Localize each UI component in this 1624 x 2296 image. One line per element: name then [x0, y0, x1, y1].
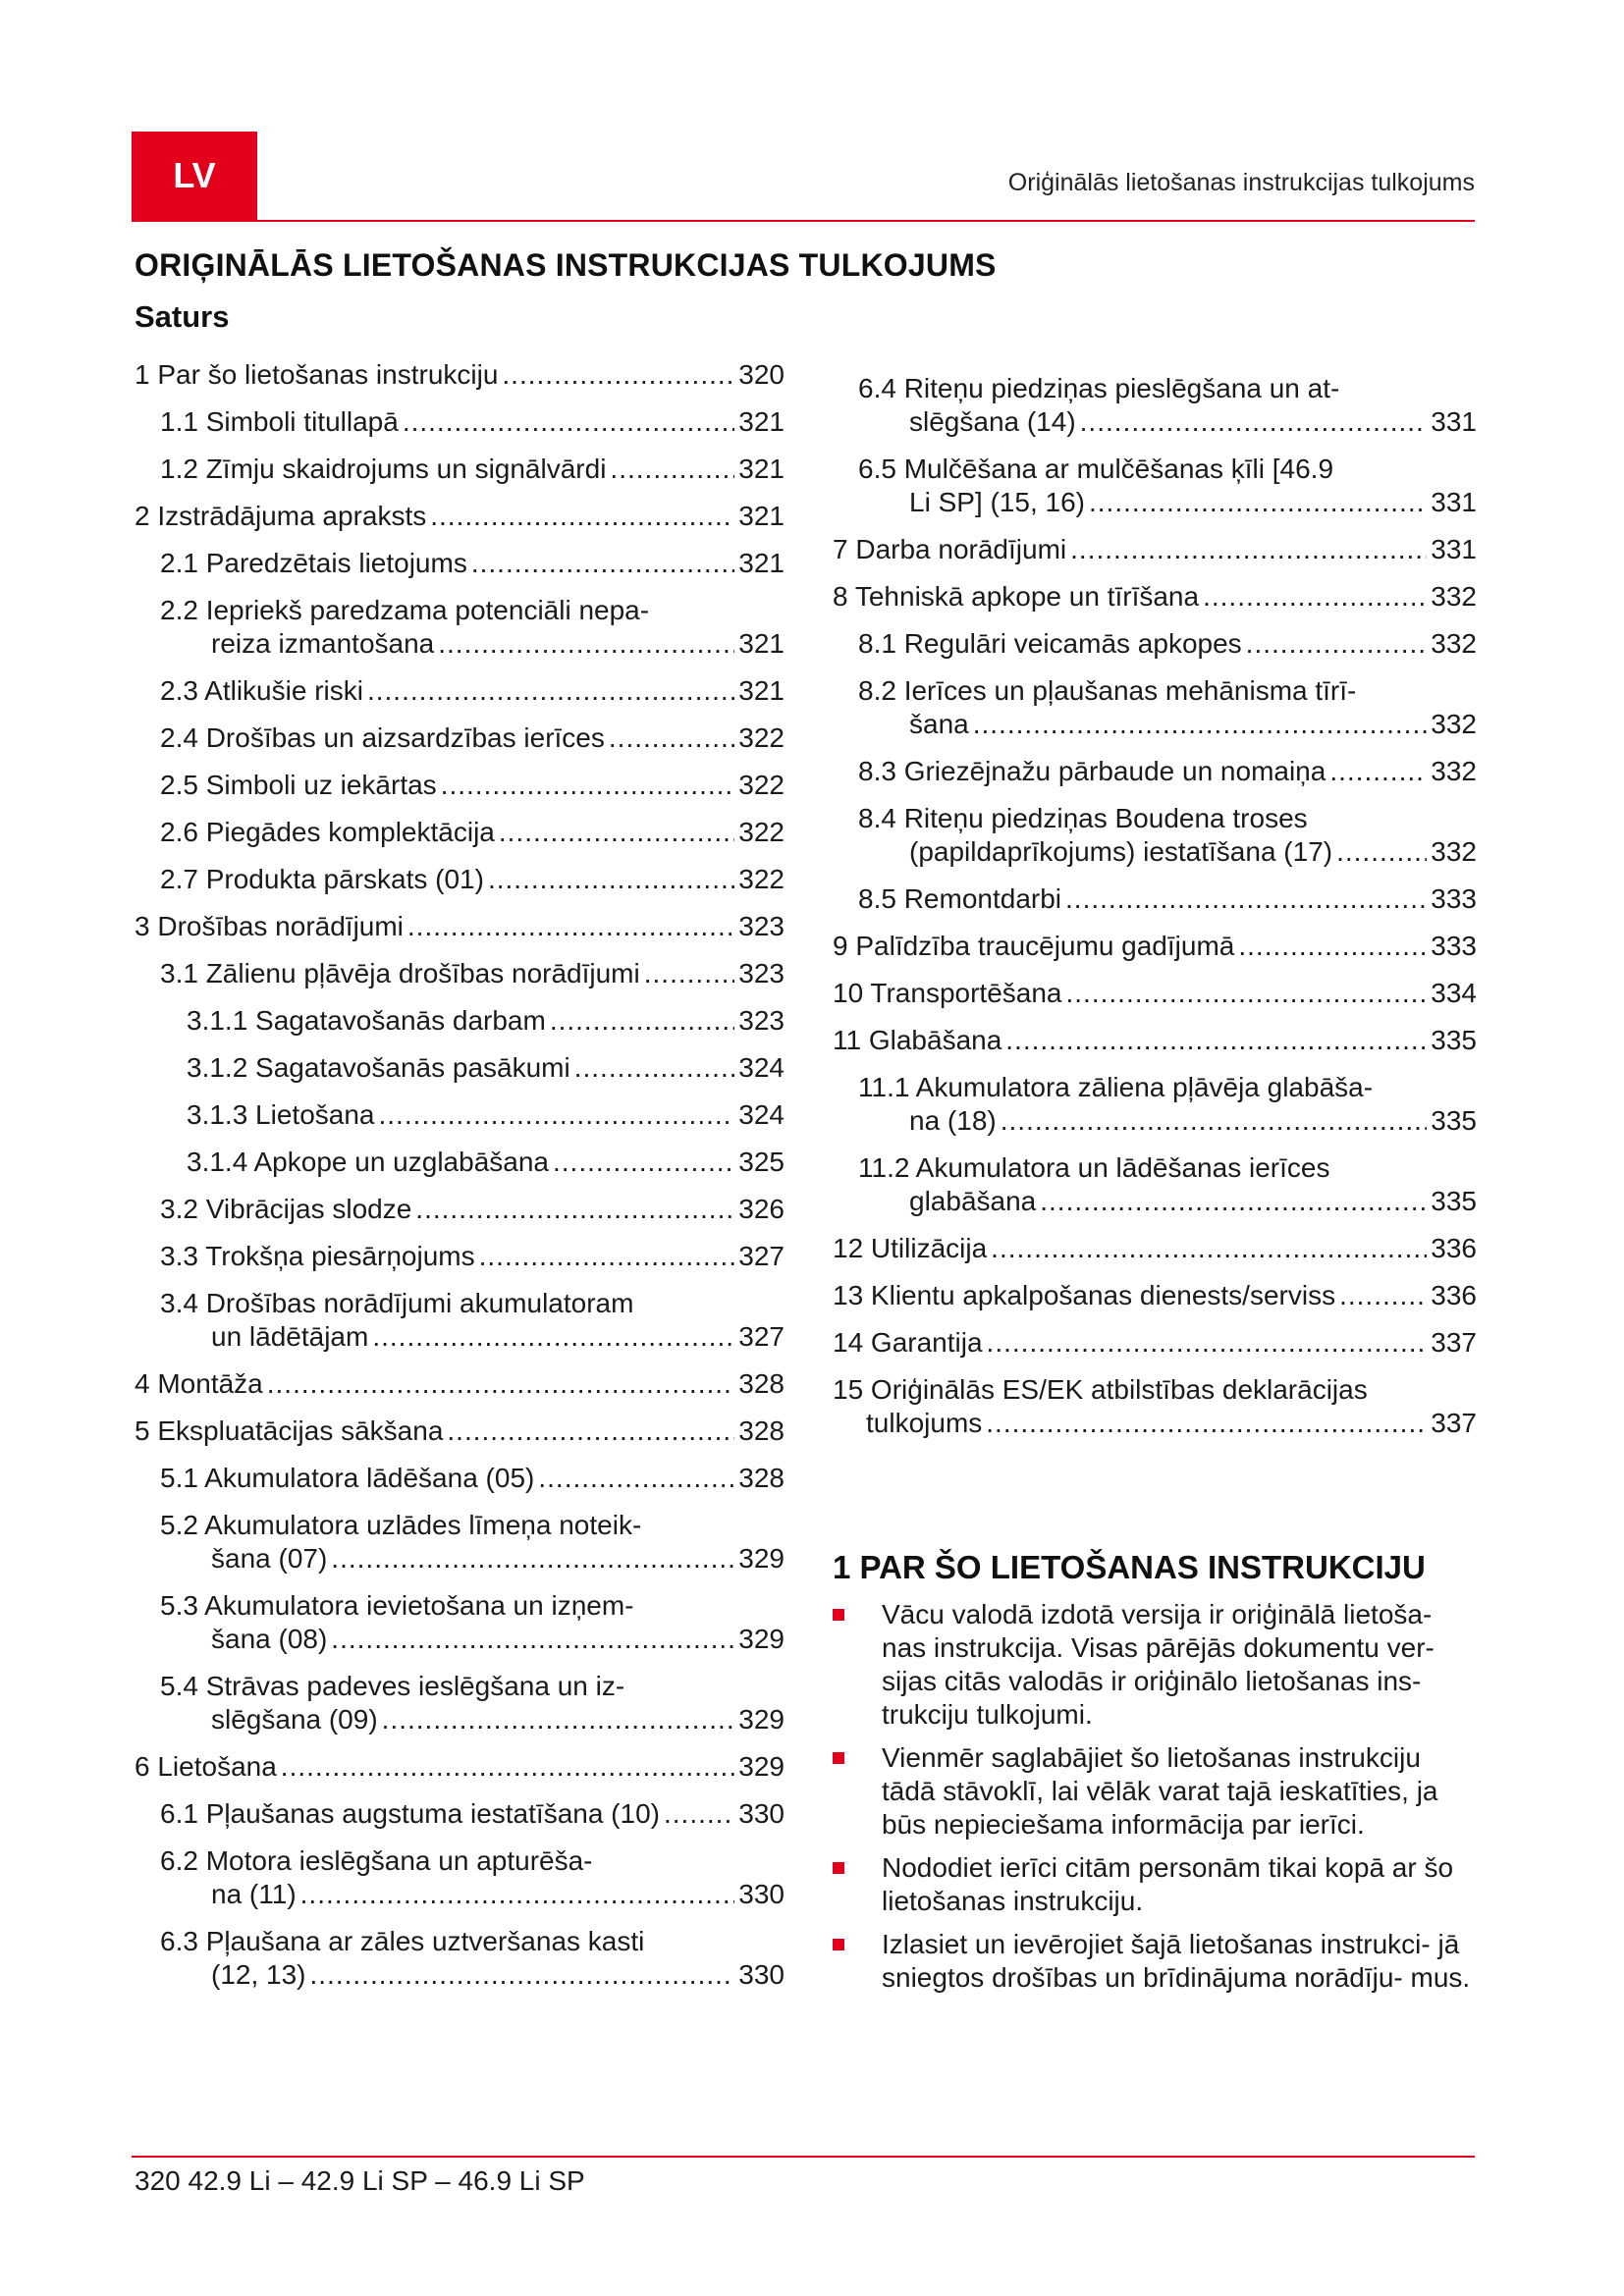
toc-entry-title: 8.2 Ierīces un pļaušanas mehānisma tīrī- — [858, 675, 1357, 706]
toc-entry[interactable] — [135, 1146, 785, 1179]
toc-entry[interactable] — [135, 500, 785, 533]
toc-page-number: 332 — [1431, 756, 1477, 786]
toc-entry[interactable] — [833, 882, 1477, 916]
red-square-bullet-icon — [833, 1752, 844, 1764]
toc-leader-dots — [987, 1326, 1428, 1360]
toc-entry-title-continued: tulkojums — [866, 1408, 983, 1438]
red-square-bullet-icon — [833, 1609, 844, 1621]
toc-entry-title: 8.3 Griezējnažu pārbaude un nomaiņa — [858, 756, 1326, 786]
toc-entry[interactable] — [833, 372, 1477, 439]
toc-entry-title-continued: glabāšana — [909, 1186, 1037, 1216]
toc-entry[interactable] — [135, 594, 785, 661]
toc-page-number: 330 — [738, 1879, 785, 1909]
toc-entry-title: 2.7 Produkta pārskats (01) — [160, 864, 484, 894]
toc-leader-dots — [986, 1407, 1427, 1440]
toc-entry-title-continued: un lādētājam — [211, 1321, 369, 1352]
toc-page-number: 323 — [738, 958, 785, 988]
toc-entry-title: 2.2 Iepriekš paredzama potenciāli nepa- — [160, 595, 650, 625]
toc-entry[interactable] — [833, 930, 1477, 963]
document-title: ORIĢINĀLĀS LIETOŠANAS INSTRUKCIJAS TULKOJUMS — [135, 247, 997, 283]
toc-entry-title-continued: šana — [909, 709, 969, 739]
toc-entry[interactable] — [135, 1193, 785, 1226]
toc-page-number: 335 — [1431, 1025, 1477, 1055]
toc-page-number: 337 — [1431, 1327, 1477, 1358]
toc-leader-dots — [610, 453, 734, 486]
toc-entry-title: 6.4 Riteņu piedziņas pieslēgšana un at- — [858, 373, 1340, 403]
toc-page-number: 330 — [738, 1798, 785, 1829]
section-bullet-list — [833, 1598, 1481, 2004]
toc-leader-dots — [415, 1193, 734, 1226]
toc-page-number: 321 — [738, 454, 785, 484]
toc-page-number: 329 — [738, 1543, 785, 1574]
toc-entry-title: 3.4 Drošības norādījumi akumulatoram — [160, 1288, 634, 1318]
toc-page-number: 329 — [738, 1704, 785, 1735]
toc-entry[interactable] — [135, 358, 785, 392]
toc-page-number: 326 — [738, 1194, 785, 1224]
toc-page-number: 321 — [738, 501, 785, 531]
toc-leader-dots — [1089, 486, 1427, 519]
toc-entry[interactable] — [135, 1287, 785, 1354]
toc-entry-title: 3 Drošības norādījumi — [135, 911, 404, 941]
bullet-text: Vienmēr saglabājiet šo lietošanas instrukciju tādā stāvoklī, lai vēlāk varat tajā ieskatīties, ja būs nepieciešama informācija par ierīci. — [882, 1742, 1438, 1840]
toc-page-number: 329 — [738, 1624, 785, 1654]
bullet-text: Nododiet ierīci citām personām tikai kopā ar šo lietošanas instrukciju. — [882, 1852, 1454, 1916]
toc-entry[interactable] — [135, 1367, 785, 1401]
toc-leader-dots — [1246, 627, 1428, 661]
toc-entry-title: 3.1.3 Lietošana — [187, 1099, 375, 1130]
toc-leader-dots — [1238, 930, 1427, 963]
toc-entry[interactable] — [135, 1925, 785, 1992]
toc-entry-title: 6.2 Motora ieslēgšana un apturēša- — [160, 1845, 593, 1876]
toc-entry-title: 8 Tehniskā apkope un tīrīšana — [833, 581, 1200, 612]
toc-page-number: 321 — [738, 548, 785, 578]
toc-entry-title: 5.3 Akumulatora ievietošana un izņem- — [160, 1590, 634, 1621]
toc-leader-dots — [447, 1415, 734, 1448]
toc-page-number: 332 — [1431, 836, 1477, 867]
toc-leader-dots — [1336, 835, 1427, 869]
toc-page-number: 336 — [1431, 1233, 1477, 1263]
toc-page-number: 321 — [738, 406, 785, 437]
toc-entry[interactable] — [135, 453, 785, 486]
toc-leader-dots — [382, 1703, 735, 1736]
bullet-item — [833, 1741, 1481, 1842]
toc-entry[interactable] — [135, 1004, 785, 1038]
toc-leader-dots — [438, 627, 734, 661]
red-square-bullet-icon — [833, 1862, 844, 1874]
toc-leader-dots — [991, 1232, 1427, 1265]
toc-entry-title: 9 Palīdzība traucējumu gadījumā — [833, 931, 1235, 961]
toc-entry-title: 3.1.2 Sagatavošanās pasākumi — [187, 1052, 570, 1083]
toc-entry-title: 11.2 Akumulatora un lādēšanas ierīces — [858, 1152, 1330, 1183]
toc-page-number: 331 — [1431, 534, 1477, 564]
toc-entry[interactable] — [833, 1071, 1477, 1138]
toc-leader-dots — [1203, 580, 1427, 614]
toc-entry-title: 2.5 Simboli uz iekārtas — [160, 770, 437, 800]
bullet-item — [833, 1928, 1481, 1995]
toc-entry[interactable] — [135, 769, 785, 802]
toc-entry-title: 1.2 Zīmju skaidrojums un signālvārdi — [160, 454, 607, 484]
toc-page-number: 322 — [738, 722, 785, 753]
toc-entry-title-continued: na (11) — [211, 1879, 297, 1909]
toc-entry[interactable] — [135, 674, 785, 708]
toc-entry[interactable] — [135, 816, 785, 849]
toc-page-number: 329 — [738, 1751, 785, 1782]
toc-entry[interactable] — [833, 1232, 1477, 1265]
toc-entry[interactable] — [135, 721, 785, 755]
toc-entry-title-continued: šana (08) — [211, 1624, 328, 1654]
toc-leader-dots — [488, 863, 734, 896]
toc-page-number: 335 — [1431, 1186, 1477, 1216]
toc-leader-dots — [430, 500, 734, 533]
toc-page-number: 320 — [738, 359, 785, 390]
toc-entry[interactable] — [135, 547, 785, 580]
toc-right-column — [833, 358, 1477, 1440]
toc-page-number: 328 — [738, 1415, 785, 1446]
toc-leader-dots — [499, 816, 734, 849]
toc-page-number: 330 — [738, 1959, 785, 1990]
toc-entry[interactable] — [833, 580, 1477, 614]
toc-leader-dots — [550, 1004, 734, 1038]
toc-page-number: 331 — [1431, 487, 1477, 517]
running-header-title: Oriģinālās lietošanas instrukcijas tulkojums — [1007, 169, 1475, 196]
toc-entry-title-continued: slēgšana (09) — [211, 1704, 378, 1735]
toc-entry[interactable] — [135, 1051, 785, 1085]
bullet-item — [833, 1598, 1481, 1732]
toc-entry-title: 3.1.1 Sagatavošanās darbam — [187, 1005, 546, 1036]
toc-leader-dots — [403, 405, 734, 439]
toc-page-number: 337 — [1431, 1408, 1477, 1438]
toc-entry[interactable] — [135, 863, 785, 896]
bullet-item — [833, 1851, 1481, 1918]
toc-entry-title: 6.3 Pļaušana ar zāles uztveršanas kasti — [160, 1926, 645, 1956]
toc-page-number: 332 — [1431, 628, 1477, 659]
toc-entry[interactable] — [135, 1750, 785, 1784]
toc-leader-dots — [1001, 1104, 1428, 1138]
toc-page-number: 333 — [1431, 931, 1477, 961]
toc-entry-title: 8.1 Regulāri veicamās apkopes — [858, 628, 1242, 659]
toc-entry[interactable] — [135, 1589, 785, 1656]
toc-entry-title: 6.1 Pļaušanas augstuma iestatīšana (10) — [160, 1798, 660, 1829]
toc-entry[interactable] — [833, 802, 1477, 869]
toc-entry[interactable] — [135, 1509, 785, 1575]
toc-entry[interactable] — [833, 1151, 1477, 1218]
toc-entry-title: 5.1 Akumulatora lādēšana (05) — [160, 1463, 535, 1493]
toc-entry-title: 6 Lietošana — [135, 1751, 277, 1782]
toc-heading: Saturs — [135, 299, 230, 334]
toc-page-number: 324 — [738, 1052, 785, 1083]
language-badge: LV — [132, 132, 257, 220]
toc-entry[interactable] — [833, 977, 1477, 1010]
toc-entry-title: 11 Glabāšana — [833, 1025, 1002, 1055]
toc-entry-title: 13 Klientu apkalpošanas dienests/serviss — [833, 1280, 1336, 1310]
toc-leader-dots — [1329, 755, 1427, 788]
toc-leader-dots — [1080, 405, 1428, 439]
toc-leader-dots — [1066, 977, 1428, 1010]
toc-leader-dots — [1065, 882, 1427, 916]
toc-page-number: 321 — [738, 628, 785, 659]
toc-entry-title: 5.2 Akumulatora uzlādes līmeņa noteik- — [160, 1510, 642, 1540]
toc-entry-title: 4 Montāža — [135, 1368, 263, 1399]
toc-leader-dots — [471, 547, 734, 580]
toc-leader-dots — [553, 1146, 734, 1179]
toc-entry[interactable] — [833, 1373, 1477, 1440]
toc-entry-title: 3.1 Zālienu pļāvēja drošības norādījumi — [160, 958, 640, 988]
toc-entry[interactable] — [833, 674, 1477, 741]
toc-entry-title: 8.5 Remontdarbi — [858, 883, 1062, 914]
toc-leader-dots — [407, 910, 734, 943]
toc-entry-title: 3.1.4 Apkope un uzglabāšana — [187, 1147, 549, 1177]
footer-divider — [132, 2156, 1475, 2158]
toc-entry[interactable] — [833, 1279, 1477, 1312]
toc-entry-title-continued: slēgšana (14) — [909, 406, 1076, 437]
toc-page-number: 328 — [738, 1463, 785, 1493]
toc-leader-dots — [1005, 1024, 1427, 1057]
toc-entry-title: 5.4 Strāvas padeves ieslēgšana un iz- — [160, 1671, 625, 1701]
toc-page-number: 332 — [1431, 581, 1477, 612]
section-heading: 1 PAR ŠO LIETOŠANAS INSTRUKCIJU — [833, 1549, 1426, 1585]
toc-entry[interactable] — [135, 405, 785, 439]
toc-page-number: 325 — [738, 1147, 785, 1177]
toc-leader-dots — [1040, 1185, 1427, 1218]
toc-leader-dots — [1070, 533, 1427, 566]
toc-entry[interactable] — [833, 533, 1477, 566]
toc-page-number: 321 — [738, 675, 785, 706]
toc-entry-title-continued: na (18) — [909, 1105, 997, 1136]
toc-leader-dots — [479, 1240, 735, 1273]
toc-page-number: 333 — [1431, 883, 1477, 914]
toc-entry-title: 2.3 Atlikušie riski — [160, 675, 363, 706]
toc-entry[interactable] — [135, 1797, 785, 1831]
toc-entry-title: 12 Utilizācija — [833, 1233, 988, 1263]
toc-entry-title-continued: (papildaprīkojums) iestatīšana (17) — [909, 836, 1333, 867]
toc-entry-title-continued: šana (07) — [211, 1543, 328, 1574]
toc-left-column — [135, 358, 785, 1992]
toc-entry-title: 11.1 Akumulatora zāliena pļāvēja glabāša- — [858, 1072, 1374, 1102]
toc-page-number: 324 — [738, 1099, 785, 1130]
toc-page-number: 322 — [738, 770, 785, 800]
toc-page-number: 327 — [738, 1321, 785, 1352]
header-divider — [132, 220, 1475, 222]
footer-page-info: 320 42.9 Li – 42.9 Li SP – 46.9 Li SP — [135, 2165, 585, 2196]
toc-entry-title: 2.6 Piegādes komplektācija — [160, 817, 495, 847]
toc-entry[interactable] — [833, 453, 1477, 519]
toc-leader-dots — [379, 1098, 735, 1132]
toc-entry[interactable] — [135, 1462, 785, 1495]
toc-entry[interactable] — [135, 1415, 785, 1448]
toc-leader-dots — [441, 769, 735, 802]
toc-leader-dots — [372, 1320, 734, 1354]
toc-entry-title: 1.1 Simboli titullapā — [160, 406, 399, 437]
toc-entry-title: 3.3 Trokšņa piesārņojums — [160, 1241, 475, 1271]
toc-leader-dots — [574, 1051, 735, 1085]
toc-leader-dots — [973, 708, 1428, 741]
toc-entry[interactable] — [833, 627, 1477, 661]
toc-leader-dots — [281, 1750, 734, 1784]
red-square-bullet-icon — [833, 1939, 844, 1950]
toc-entry[interactable] — [135, 910, 785, 943]
toc-entry-title: 15 Oriģinālās ES/EK atbilstības deklarācijas — [833, 1374, 1368, 1405]
toc-entry-title: 1 Par šo lietošanas instrukciju — [135, 359, 499, 390]
toc-leader-dots — [644, 957, 735, 990]
bullet-text: Izlasiet un ievērojiet šajā lietošanas instrukci- jā sniegtos drošības un brīdinājuma norādīju- mus. — [882, 1929, 1471, 1993]
toc-page-number: 322 — [738, 817, 785, 847]
toc-page-number: 336 — [1431, 1280, 1477, 1310]
toc-leader-dots — [300, 1878, 735, 1911]
toc-entry-title-continued: (12, 13) — [211, 1959, 306, 1990]
toc-entry-title-continued: reiza izmantošana — [211, 628, 435, 659]
toc-page-number: 334 — [1431, 978, 1477, 1008]
toc-leader-dots — [664, 1797, 734, 1831]
toc-leader-dots — [367, 674, 734, 708]
toc-entry-title: 6.5 Mulčēšana ar mulčēšanas ķīli [46.9 — [858, 454, 1334, 484]
toc-page-number: 332 — [1431, 709, 1477, 739]
toc-page-number: 327 — [738, 1241, 785, 1271]
toc-leader-dots — [267, 1367, 735, 1401]
toc-leader-dots — [310, 1958, 735, 1992]
toc-entry[interactable] — [833, 1024, 1477, 1057]
toc-entry[interactable] — [833, 755, 1477, 788]
toc-entry[interactable] — [135, 1844, 785, 1911]
toc-leader-dots — [502, 358, 734, 392]
toc-entry-title: 14 Garantija — [833, 1327, 983, 1358]
toc-page-number: 331 — [1431, 406, 1477, 437]
toc-page-number: 335 — [1431, 1105, 1477, 1136]
toc-entry-title: 2.1 Paredzētais lietojums — [160, 548, 467, 578]
toc-leader-dots — [331, 1542, 734, 1575]
toc-entry[interactable] — [135, 1240, 785, 1273]
toc-page-number: 322 — [738, 864, 785, 894]
toc-entry-title: 3.2 Vibrācijas slodze — [160, 1194, 412, 1224]
bullet-text: Vācu valodā izdotā versija ir oriģinālā lietoša- nas instrukcija. Visas pārējās dokumentu ver- sijas citās valodās ir oriģinālo lietošanas ins- trukciju tulkojumi. — [882, 1599, 1435, 1730]
toc-entry[interactable] — [833, 1326, 1477, 1360]
toc-entry-title: 7 Darba norādījumi — [833, 534, 1067, 564]
toc-entry-title: 8.4 Riteņu piedziņas Boudena troses — [858, 803, 1308, 833]
toc-leader-dots — [538, 1462, 734, 1495]
toc-leader-dots — [331, 1623, 734, 1656]
toc-page-number: 323 — [738, 1005, 785, 1036]
toc-entry-title: 2.4 Drošības un aizsardzības ierīces — [160, 722, 605, 753]
toc-leader-dots — [609, 721, 734, 755]
toc-entry[interactable] — [135, 957, 785, 990]
toc-entry-title-continued: Li SP] (15, 16) — [909, 487, 1085, 517]
toc-page-number: 323 — [738, 911, 785, 941]
toc-entry-title: 5 Ekspluatācijas sākšana — [135, 1415, 444, 1446]
toc-entry-title: 10 Transportēšana — [833, 978, 1062, 1008]
toc-entry[interactable] — [135, 1670, 785, 1736]
toc-entry-title: 2 Izstrādājuma apraksts — [135, 501, 427, 531]
toc-page-number: 328 — [738, 1368, 785, 1399]
toc-entry[interactable] — [135, 1098, 785, 1132]
toc-leader-dots — [1339, 1279, 1427, 1312]
